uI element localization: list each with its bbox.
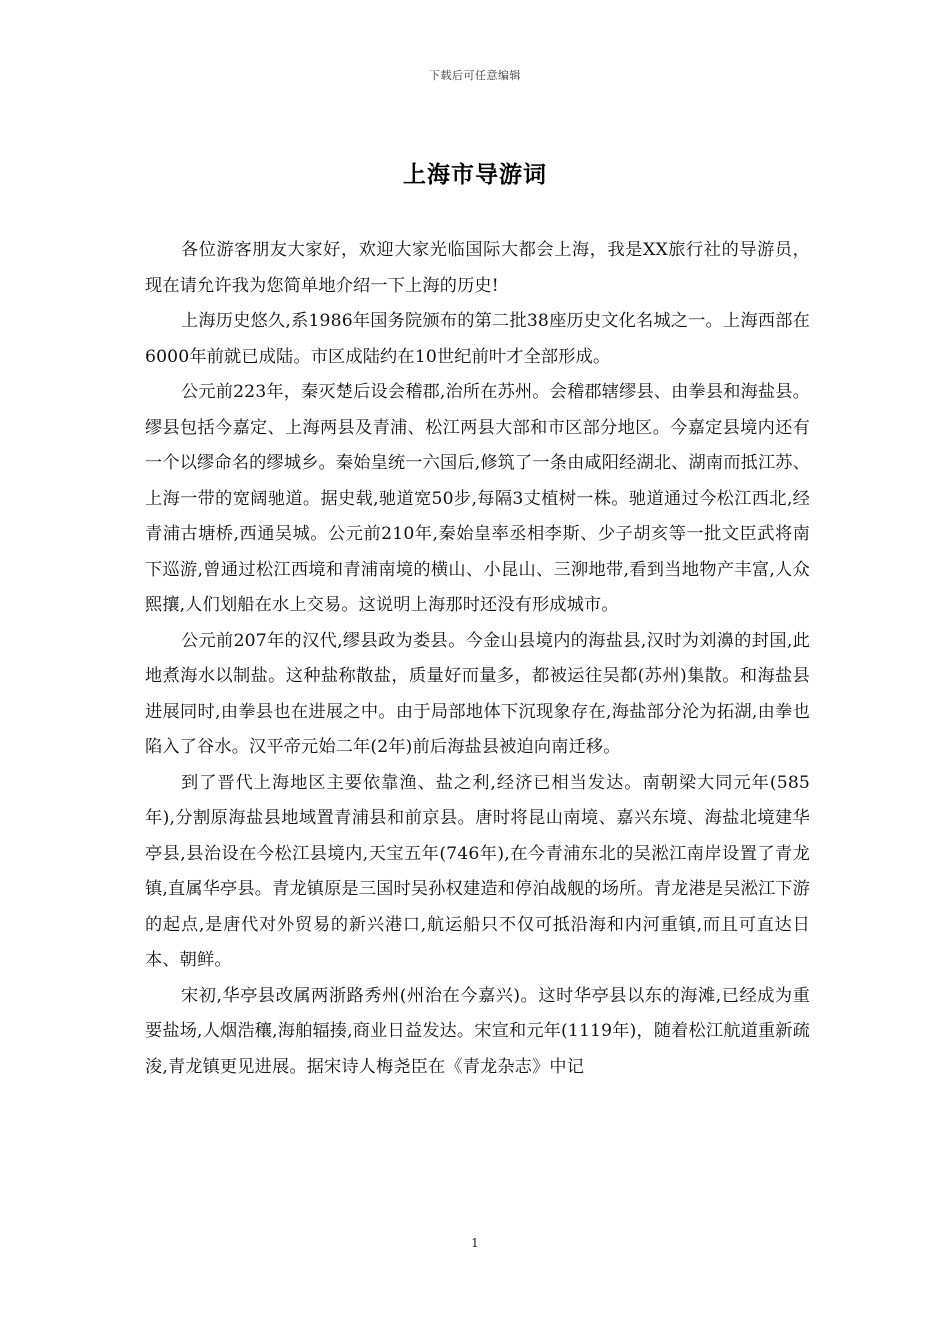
paragraph: 上海历史悠久,系1986年国务院颁布的第二批38座历史文化名城之一。上海西部在6000年前就已成陆。市区成陆约在10世纪前叶才全部形成。 [145, 311, 810, 367]
page-number: 1 [471, 1236, 479, 1250]
paragraph: 宋初,华亭县改属两浙路秀州(州治在今嘉兴)。这时华亭县以东的海滩,已经成为重要盐场,人烟浩穰,海舶辐揍,商业日益发达。宋宣和元年(1119年)，随着松江航道重新疏浚,青龙镇更见进展。据宋诗人梅尧臣在《青龙杂志》中记 [145, 985, 810, 1077]
paragraph: 公元前223年，秦灭楚后设会稽郡,治所在苏州。会稽郡辖缪县、由拳县和海盐县。缪县包括今嘉定、上海两县及青浦、松江两县大部和市区部分地区。今嘉定县境内还有一个以缪命名的缪城乡。秦始皇统一六国后,修筑了一条由咸阳经湖北、湖南而抵江苏、上海一带的宽阔驰道。据史载,驰道宽50步,每隔3丈植树一株。驰道通过今松江西北,经青浦古塘桥,西通吴城。公元前210年,秦始皇率丞相李斯、少子胡亥等一批文臣武将南下巡游,曾通过松江西境和青浦南境的横山、小昆山、三泖地带,看到当地物产丰富,人众熙攘,人们划船在水上交易。这说明上海那时还没有形成城市。 [145, 382, 810, 615]
paragraph: 公元前207年的汉代,缪县政为娄县。今金山县境内的海盐县,汉时为刘濞的封国,此地煮海水以制盐。这种盐称散盐，质量好而量多，都被运往吴都(苏州)集散。和海盐县进展同时,由拳县也在进展之中。由于局部地体下沉现象存在,海盐部分沦为拓湖,由拳也陷入了谷水。汉平帝元始二年(2年)前后海盐县被迫向南迁移。 [145, 630, 810, 757]
document-body [145, 233, 810, 1085]
page-header: 下载后可任意编辑 [429, 69, 521, 82]
document-title: 上海市导游词 [403, 162, 547, 188]
paragraph: 各位游客朋友大家好，欢迎大家光临国际大都会上海，我是XX旅行社的导游员，现在请允许我为您简单地介绍一下上海的历史! [145, 240, 810, 296]
paragraph: 到了晋代上海地区主要依靠渔、盐之利,经济已相当发达。南朝梁大同元年(585年),分割原海盐县地域置青浦县和前京县。唐时将昆山南境、嘉兴东境、海盐北境建华亭县,县治设在今松江县境内,天宝五年(746年),在今青浦东北的吴淞江南岸设置了青龙镇,直属华亭县。青龙镇原是三国时吴孙权建造和停泊战舰的场所。青龙港是吴淞江下游的起点,是唐代对外贸易的新兴港口,航运船只不仅可抵沿海和内河重镇,而且可直达日本、朝鲜。 [145, 772, 810, 970]
